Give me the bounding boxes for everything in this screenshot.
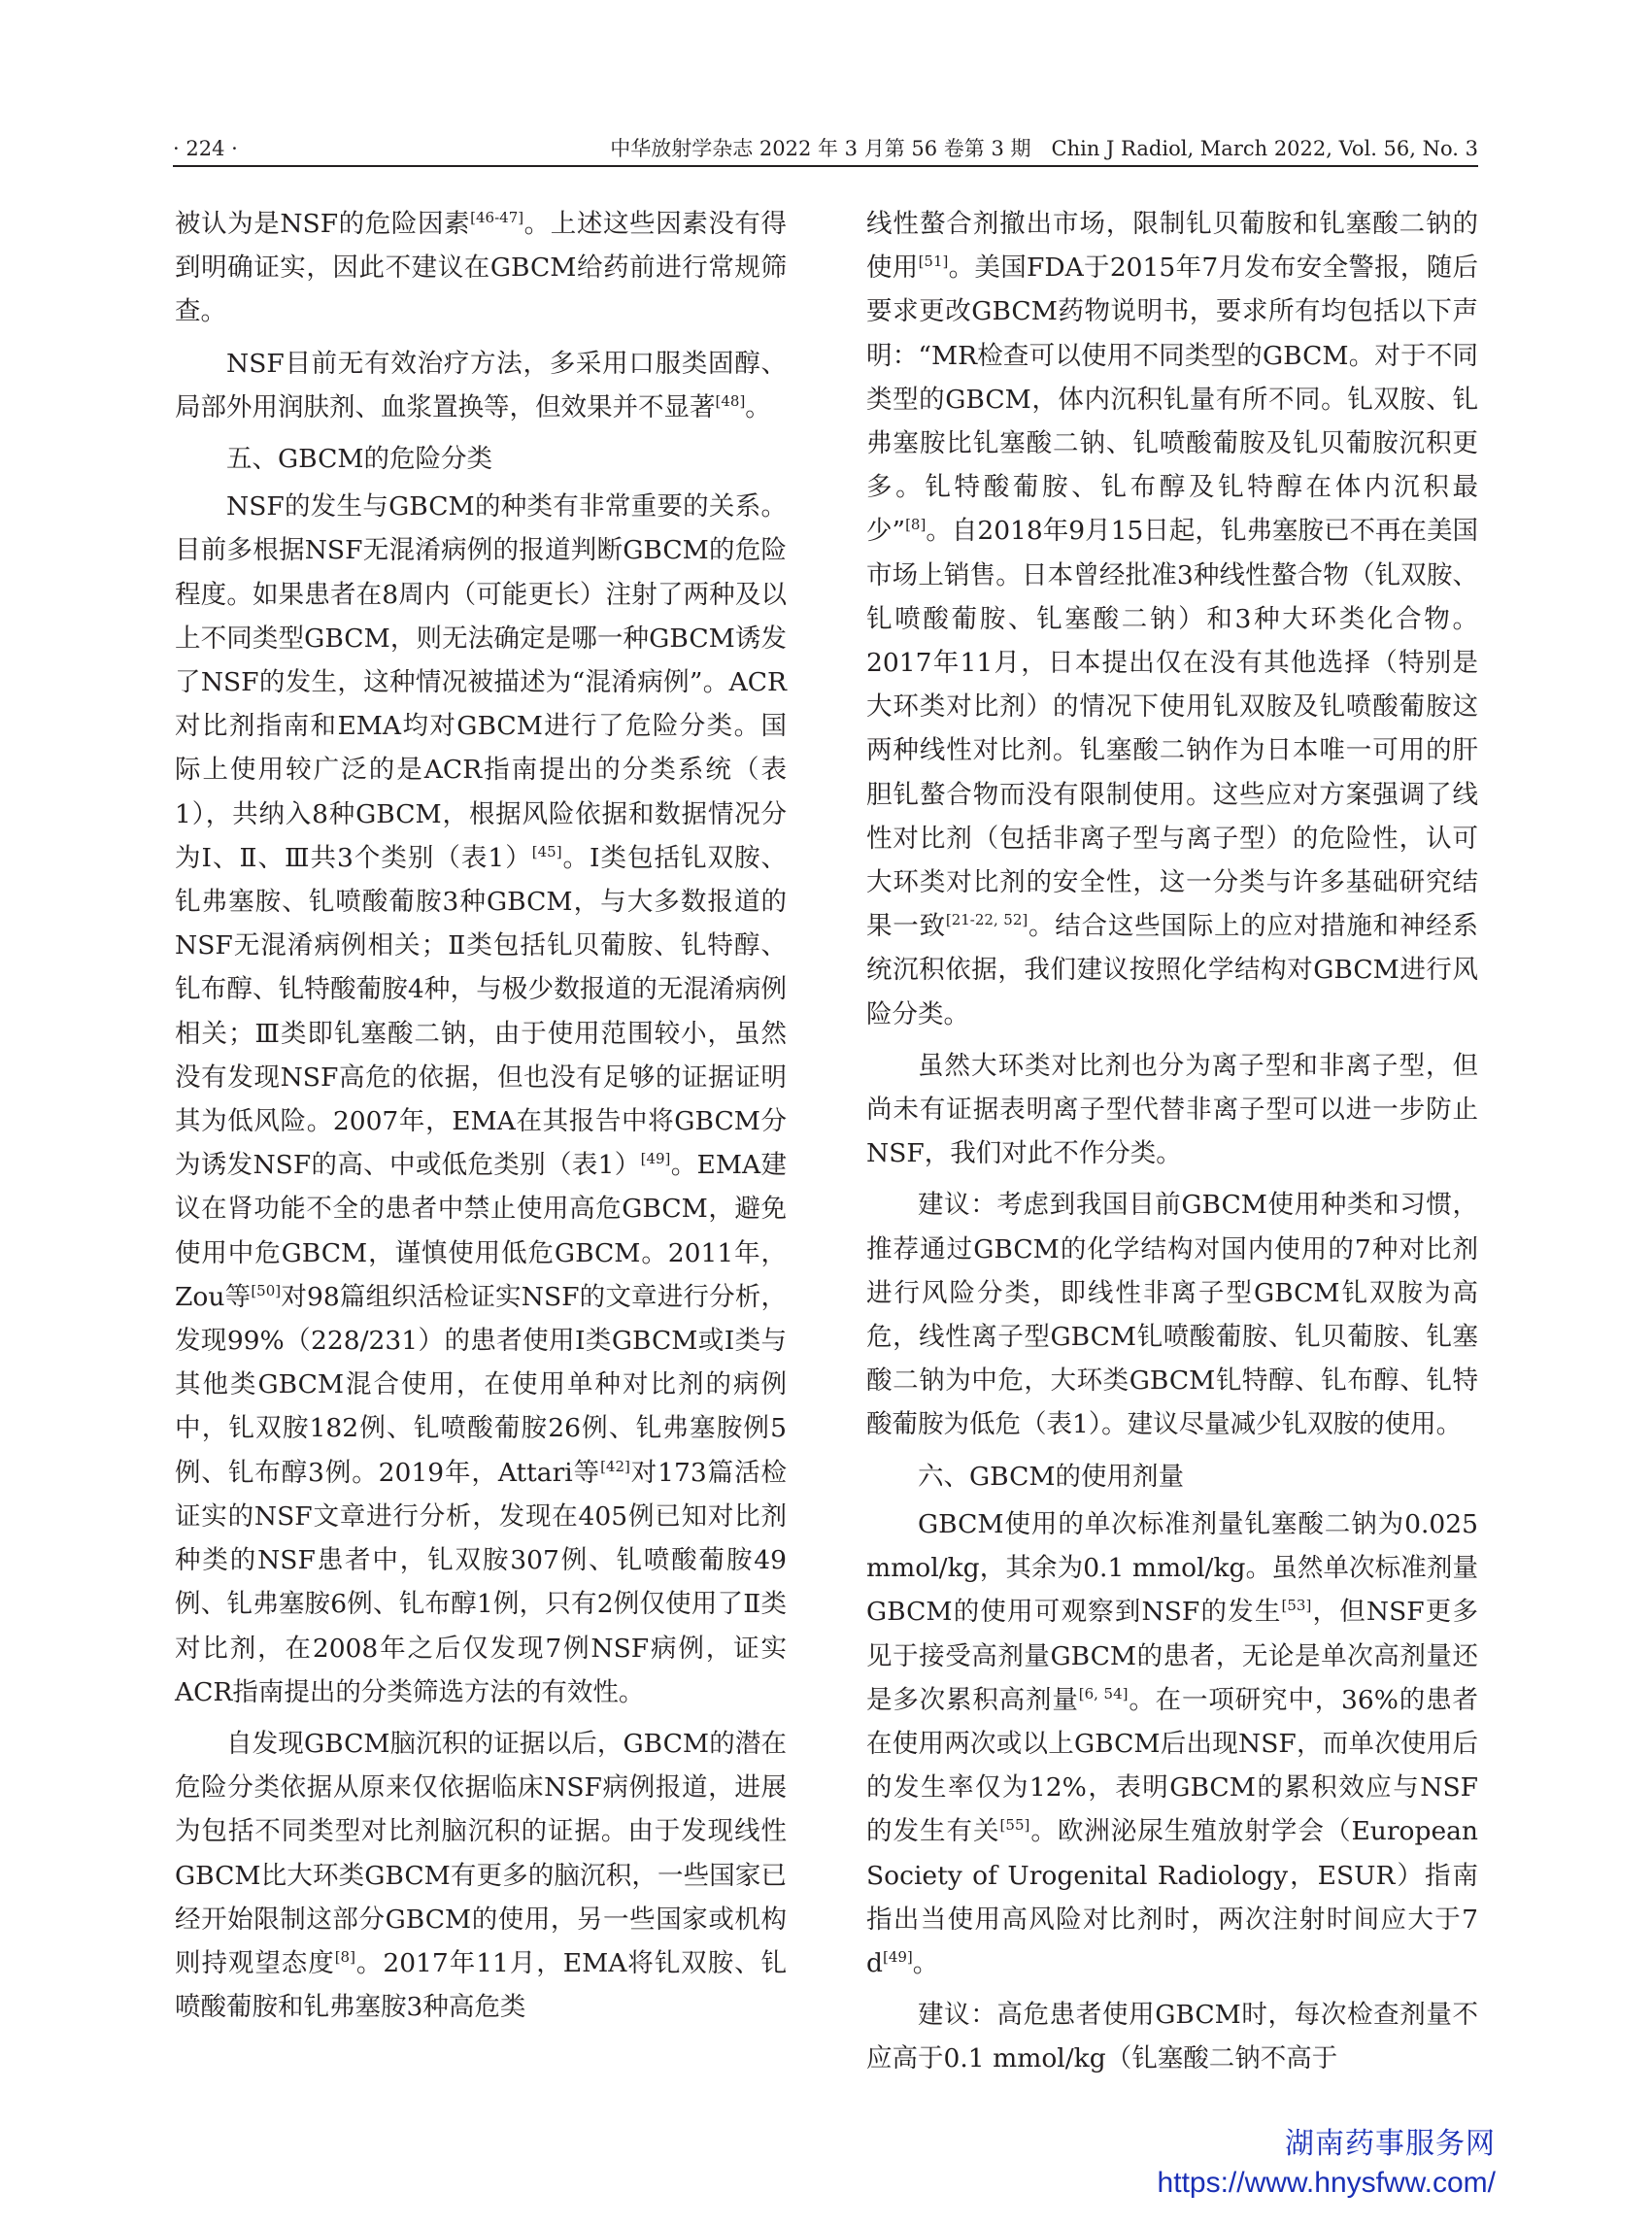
running-header [173,130,1478,167]
body-paragraph: 被认为是NSF的危险因素[46-47]。上述这些因素没有得到明确证实，因此不建议在GBCM给药前进行常规筛查。 [175,209,787,327]
body-paragraph: NSF目前无有效治疗方法，多采用口服类固醇、局部外用润肤剂、血浆置换等，但效果并不显著[48]。 [175,348,787,422]
body-paragraph: 虽然大环类对比剂也分为离子型和非离子型，但尚未有证据表明离子型代替非离子型可以进一步防止NSF，我们对此不作分类。 [866,1050,1478,1169]
section-heading: 六、GBCM的使用剂量 [918,1461,1185,1492]
site-watermark [1068,2125,1496,2203]
watermark-url[interactable]: https://www.hnysfww.com/ [1157,2167,1496,2199]
page-number: · 224 · [173,137,238,160]
body-paragraph: GBCM使用的单次标准剂量钆塞酸二钠为0.025 mmol/kg，其余为0.1 mmol/kg。虽然单次标准剂量GBCM的使用可观察到NSF的发生[53]，但NSF更多见于接受高剂量GBCM的患者，无论是单次高剂量还是多次累积高剂量[6, 54]。在一项研究中，36%的患者在使用两次或以上GBCM后出现NSF，而单次使用后的发生率仅为12%，表明GBCM的累积效应与NSF的发生有关[55]。欧洲泌尿生殖放射学会（European Society of Urogenital Radiology，ESUR）指南指出当使用高风险对比剂时，两次注射时间应大于7 d[49]。 [866,1508,1479,1978]
section-heading: 五、GBCM的危险分类 [226,444,493,475]
left-column [175,202,787,2037]
body-paragraph: 线性螯合剂撤出市场，限制钆贝葡胺和钆塞酸二钠的使用[51]。美国FDA于2015年7月发布安全警报，随后要求更改GBCM药物说明书，要求所有均包括以下声明：“MR检查可以使用不同类型的GBCM。对于不同类型的GBCM，体内沉积钆量有所不同。钆双胺、钆弗塞胺比钆塞酸二钠、钆喷酸葡胺及钆贝葡胺沉积更多。钆特酸葡胺、钆布醇及钆特醇在体内沉积最少”[8]。自2018年9月15日起，钆弗塞胺已不再在美国市场上销售。日本曾经批准3种线性螯合物（钆双胺、钆喷酸葡胺、钆塞酸二钠）和3种大环类化合物。2017年11月，日本提出仅在没有其他选择（特别是大环类对比剂）的情况下使用钆双胺及钆喷酸葡胺这两种线性对比剂。钆塞酸二钠作为日本唯一可用的肝胆钆螯合物而没有限制使用。这些应对方案强调了线性对比剂（包括非离子型与离子型）的危险性，认可大环类对比剂的安全性，这一分类与许多基础研究结果一致[21-22, 52]。结合这些国际上的应对措施和神经系统沉积依据，我们建议按照化学结构对GBCM进行风险分类。 [866,209,1479,1029]
body-paragraph: NSF的发生与GBCM的种类有非常重要的关系。目前多根据NSF无混淆病例的报道判断GBCM的危险程度。如果患者在8周内（可能更长）注射了两种及以上不同类型GBCM，则无法确定是哪一种GBCM诱发了NSF的发生，这种情况被描述为“混淆病例”。ACR对比剂指南和EMA均对GBCM进行了危险分类。国际上使用较广泛的是ACR指南提出的分类系统（表1），共纳入8种GBCM，根据风险依据和数据情况分为Ⅰ、Ⅱ、Ⅲ共3个类别（表1）[45]。Ⅰ类包括钆双胺、钆弗塞胺、钆喷酸葡胺3种GBCM，与大多数报道的NSF无混淆病例相关；Ⅱ类包括钆贝葡胺、钆特醇、钆布醇、钆特酸葡胺4种，与极少数报道的无混淆病例相关；Ⅲ类即钆塞酸二钠，由于使用范围较小，虽然没有发现NSF高危的依据，但也没有足够的证据证明其为低风险。2007年，EMA在其报告中将GBCM分为诱发NSF的高、中或低危类别（表1）[49]。EMA建议在肾功能不全的患者中禁止使用高危GBCM，避免使用中危GBCM，谨慎使用低危GBCM。2011年，Zou等[50]对98篇组织活检证实NSF的文章进行分析，发现99%（228/231）的患者使用Ⅰ类GBCM或Ⅰ类与其他类GBCM混合使用，在使用单种对比剂的病例中，钆双胺182例、钆喷酸葡胺26例、钆弗塞胺例5例、钆布醇3例。2019年，Attari等[42]对173篇活检证实的NSF文章进行分析，发现在405例已知对比剂种类的NSF患者中，钆双胺307例、钆喷酸葡胺49例、钆弗塞胺6例、钆布醇1例，只有2例仅使用了Ⅱ类对比剂，在2008年之后仅发现7例NSF病例，证实ACR指南提出的分类筛选方法的有效性。 [175,491,788,1707]
watermark-title: 湖南药事服务网 [1285,2128,1496,2160]
journal-citation: 中华放射学杂志 2022 年 3 月第 56 卷第 3 期 Chin J Radiol, March 2022, Vol. 56, No. 3 [610,137,1478,160]
body-paragraph: 建议：考虑到我国目前GBCM使用种类和习惯，推荐通过GBCM的化学结构对国内使用的7种对比剂进行风险分类，即线性非离子型GBCM钆双胺为高危，线性离子型GBCM钆喷酸葡胺、钆贝葡胺、钆塞酸二钠为中危，大环类GBCM钆特醇、钆布醇、钆特酸葡胺为低危（表1）。建议尽量减少钆双胺的使用。 [866,1190,1478,1440]
body-paragraph: 自发现GBCM脑沉积的证据以后，GBCM的潜在危险分类依据从原来仅依据临床NSF病例报道，进展为包括不同类型对比剂脑沉积的证据。由于发现线性GBCM比大环类GBCM有更多的脑沉积，一些国家已经开始限制这部分GBCM的使用，另一些国家或机构则持观望态度[8]。2017年11月，EMA将钆双胺、钆喷酸葡胺和钆弗塞胺3种高危类 [175,1728,788,2023]
body-paragraph: 建议：高危患者使用GBCM时，每次检查剂量不应高于0.1 mmol/kg（钆塞酸二钠不高于 [866,2000,1478,2074]
right-column [866,202,1478,2089]
